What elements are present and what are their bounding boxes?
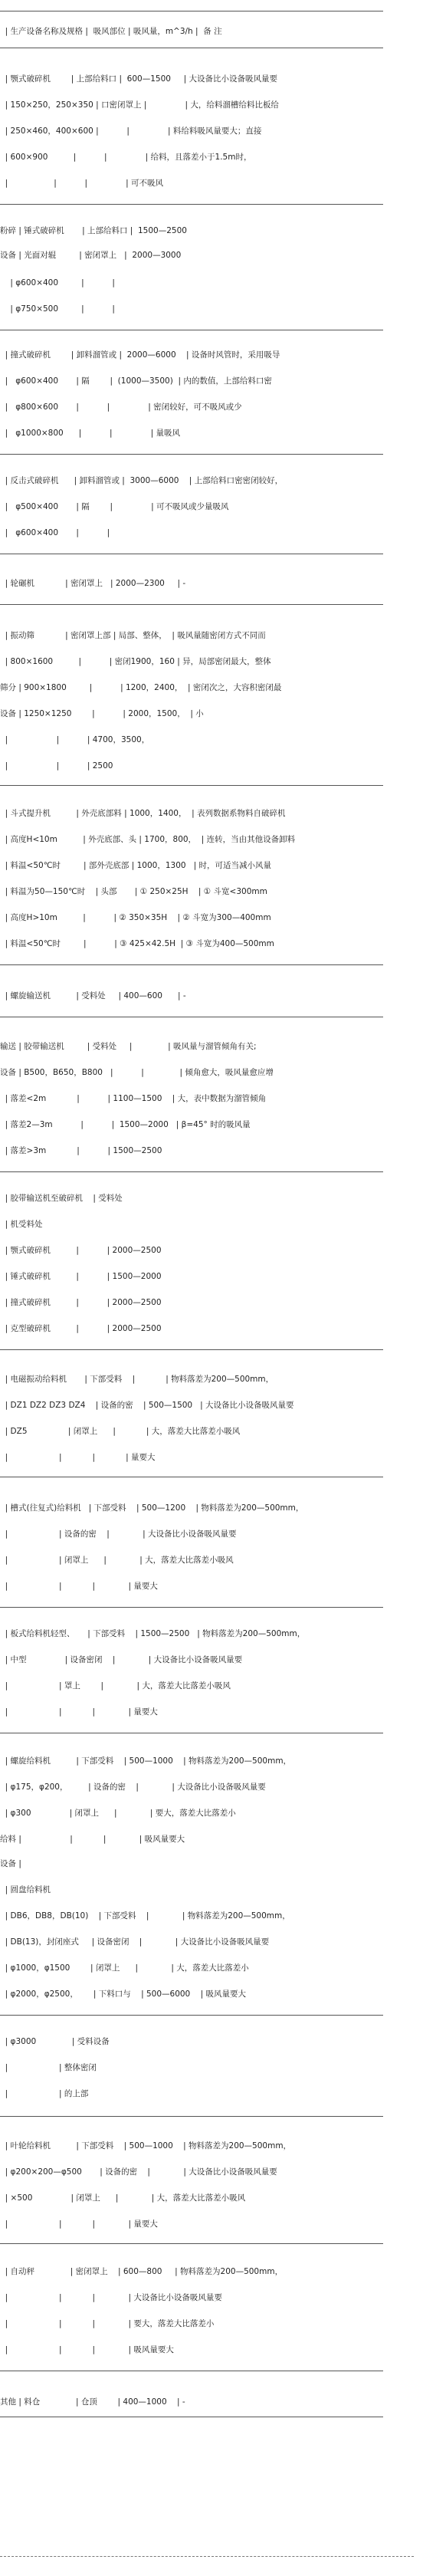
table-text-line: | 落差<2m | | 1100—1500 | 大，表中数据为溜管倾角 (0, 1094, 267, 1103)
table-text-line: | 生产设备名称及规格 | 吸风部位 | 吸风量，m^3/h | 备 注 (0, 27, 222, 36)
table-text-line: | DB(13)，封闭座式 | 设备密闭 | | 大设备比小设备吸风量要 (0, 1937, 270, 1947)
table-text-line: | 螺旋输送机 | 受料处 | 400—600 | - (0, 991, 186, 1001)
table-rule (0, 2243, 383, 2244)
table-text-line: | 中型 | 设备密闭 | | 大设备比小设备吸风量要 (0, 1655, 243, 1664)
table-text-line: | | | | 大设备比小设备吸风量要 (0, 2293, 222, 2302)
table-text-line: 给料 | | | | 吸风量要大 (0, 1835, 185, 1844)
table-rule (0, 785, 383, 786)
table-text-line: 输送 | 胶带输送机 | 受料处 | | 吸风量与溜管倾角有关; (0, 1042, 257, 1051)
table-rule (0, 2116, 383, 2117)
table-text-line: | 800×1600 | | 密闭1900，160 | 异，局部密闭最大，整体 (0, 657, 271, 666)
table-text-line: | 高度H>10m | | ② 350×35H | ② 斗宽为300—400mm (0, 913, 271, 922)
table-text-line: | DB6，DB8，DB(10) | 下部受料 | | 物料落差为200—500mm， (0, 1911, 290, 1921)
table-text-line: | 150×250，250×350 | 口密闭罩上 | | 大，给料溜槽给料比板给 (0, 100, 279, 110)
table-text-line: | | | 4700，3500， (0, 735, 150, 744)
table-text-line: | φ1000×800 | | | 量吸风 (0, 429, 180, 438)
table-text-line: | 斗式提升机 | 外壳底部料 | 1000，1400， | 表列数据系物料自破碎机 (0, 809, 286, 818)
table-text-line: | φ750×500 | | (0, 304, 115, 314)
table-text-line: | 高度H<10m | 外壳底部、头 | 1700，800， | 连转，当由其他设备卸料 (0, 835, 296, 844)
table-text-line: 设备 | B500，B650，B800 | | | 倾角愈大，吸风量愈应增 (0, 1068, 274, 1077)
table-text-line: | | | | 可不吸风 (0, 179, 164, 188)
table-rule (0, 2015, 383, 2016)
table-text-line: | 振动筛 | 密闭罩上部 | 局部、整体， | 吸风量随密闭方式不同而 (0, 631, 266, 640)
table-text-line: | 料温为50—150℃时 | 头部 | ① 250×25H | ① 斗宽<300mm (0, 887, 267, 896)
table-text-line: | φ800×600 | | | 密闭较好，可不吸风或少 (0, 402, 242, 412)
table-text-line: | φ175，φ200， | 设备的密 | | 大设备比小设备吸风量要 (0, 1783, 266, 1792)
table-text-line: 设备 | 光面对辊 | 密闭罩上 | 2000—3000 (0, 251, 182, 260)
table-rule (0, 1607, 383, 1608)
table-text-line: | φ1000，φ1500 | 闭罩上 | | 大，落差大比落差小 (0, 1963, 249, 1973)
table-rule (0, 454, 383, 455)
table-text-line: | φ2000，φ2500， | 下料口与 | 500—6000 | 吸风量要大 (0, 1990, 246, 1999)
table-text-line: | DZ1 DZ2 DZ3 DZ4 | 设备的密 | 500—1500 | 大设备比小设备吸风量要 (0, 1401, 294, 1410)
table-text-line: | 600×900 | | | 给料，且落差小于1.5m时， (0, 153, 252, 162)
table-text-line: | φ600×400 | 隔 | (1000—3500) | 内的数值，上部给料口密 (0, 376, 272, 386)
table-text-line: | 板式给料机轻型、 | 下部受料 | 1500—2500 | 物料落差为200—500mm， (0, 1629, 306, 1638)
table-text-line: | | 整体密闭 (0, 2063, 97, 2072)
table-text-line: | 克型破碎机 | | 2000—2500 (0, 1324, 162, 1333)
table-text-line: | 落差>3m | | 1500—2500 (0, 1146, 162, 1155)
table-rule (0, 1171, 383, 1172)
table-text-line: | 螺旋给料机 | 下部受料 | 500—1000 | 物料落差为200—500mm， (0, 1756, 292, 1766)
table-text-line: | DZ5 | 闭罩上 | | 大，落差大比落差小吸风 (0, 1427, 241, 1436)
table-text-line: | | 的上部 (0, 2089, 89, 2098)
table-text-line: | 颚式破碎机 | 上部给料口 | 600—1500 | 大设备比小设备吸风量要 (0, 74, 278, 84)
table-text-line: | 机受料处 (0, 1220, 43, 1229)
table-text-line: | | | | 要大，落差大比落差小 (0, 2319, 215, 2328)
table-text-line: | | 设备的密 | | 大设备比小设备吸风量要 (0, 1530, 237, 1539)
table-rule (0, 604, 383, 605)
table-text-line: | φ600×400 | | (0, 528, 110, 537)
table-text-line: | | | | 量要大 (0, 1582, 158, 1591)
table-text-line: | 电磁振动给料机 | 下部受料 | | 物料落差为200—500mm， (0, 1375, 274, 1384)
table-text-line: | φ500×400 | 隔 | | 可不吸风或少量吸风 (0, 502, 229, 511)
table-rule (0, 11, 383, 12)
table-text-line: | | | | 量要大 (0, 2220, 158, 2229)
table-text-line: | | | | 量要大 (0, 1707, 158, 1717)
table-text-line: | φ200×200—φ500 | 设备的密 | | 大设备比小设备吸风量要 (0, 2167, 277, 2177)
table-text-line: | ×500 | 闭罩上 | | 大，落差大比落差小吸风 (0, 2193, 246, 2203)
table-text-line: | 槽式(往复式)给料机 | 下部受料 | 500—1200 | 物料落差为200—500mm， (0, 1503, 304, 1513)
table-text-line: | 反击式破碎机 | 卸料溜管或 | 3000—6000 | 上部给料口密密闭较好， (0, 476, 284, 485)
table-text-line: 设备 | (0, 1859, 21, 1868)
table-text-line: | 撞式破碎机 | | 2000—2500 (0, 1298, 162, 1307)
table-rule (0, 204, 383, 205)
table-text-line: | 轮碾机 | 密闭罩上 | 2000—2300 | - (0, 579, 186, 588)
table-text-line: 其他 | 料仓 | 仓顶 | 400—1000 | - (0, 2397, 185, 2407)
table-text-line: | | 罩上 | | 大，落差大比落差小吸风 (0, 1681, 231, 1691)
table-text-line: | | 闭罩上 | | 大，落差大比落差小吸风 (0, 1556, 234, 1565)
table-text-line: | | | 2500 (0, 761, 113, 770)
table-text-line: 设备 | 1250×1250 | | 2000，1500， | 小 (0, 709, 204, 718)
table-text-line: | | | | 吸风量要大 (0, 2345, 174, 2354)
table-text-line: | φ3000 | 受料设备 (0, 2037, 110, 2046)
table-text-line: | 250×460，400×600 | | | 料给料吸风量要大；直接 (0, 127, 262, 136)
table-text-line: | 颚式破碎机 | | 2000—2500 (0, 1246, 162, 1255)
footer-rule (0, 2556, 414, 2557)
table-text-line: | 胶带输送机至破碎机 | 受料处 (0, 1194, 123, 1203)
table-text-line: | 叶轮给料机 | 下部受料 | 500—1000 | 物料落差为200—500mm， (0, 2141, 292, 2150)
table-rule (0, 964, 383, 965)
table-text-line: | φ300 | 闭罩上 | | 要大，落差大比落差小 (0, 1809, 236, 1818)
table-text-line: | 撞式破碎机 | 卸料溜管或 | 2000—6000 | 设备时风管时，采用吸导 (0, 350, 280, 360)
table-text-line: 粉碎 | 锤式破碎机 | 上部给料口 | 1500—2500 (0, 226, 187, 235)
table-text-line: | 圆盘给料机 (0, 1885, 51, 1894)
table-text-line: | 落差2—3m | | 1500—2000 | β=45° 时的吸风量 (0, 1120, 251, 1129)
table-text-line: | 料温<50℃时 | | ③ 425×42.5H | ③ 斗宽为400—500mm (0, 939, 274, 948)
table-text-line: | φ600×400 | | (0, 278, 115, 288)
table-text-line: | 锤式破碎机 | | 1500—2000 (0, 1272, 162, 1281)
table-rule (0, 1349, 383, 1350)
table-text-line: 筛分 | 900×1800 | | 1200，2400， | 密闭次之，大容积密闭最 (0, 683, 282, 692)
table-text-line: | 料温<50℃时 | 部外壳底部 | 1000，1300 | 时，可适当减小风量 (0, 861, 271, 870)
table-text-line: | | | | 量要大 (0, 1453, 156, 1462)
table-text-line: | 自动秤 | 密闭罩上 | 600—800 | 物料落差为200—500mm， (0, 2267, 284, 2276)
